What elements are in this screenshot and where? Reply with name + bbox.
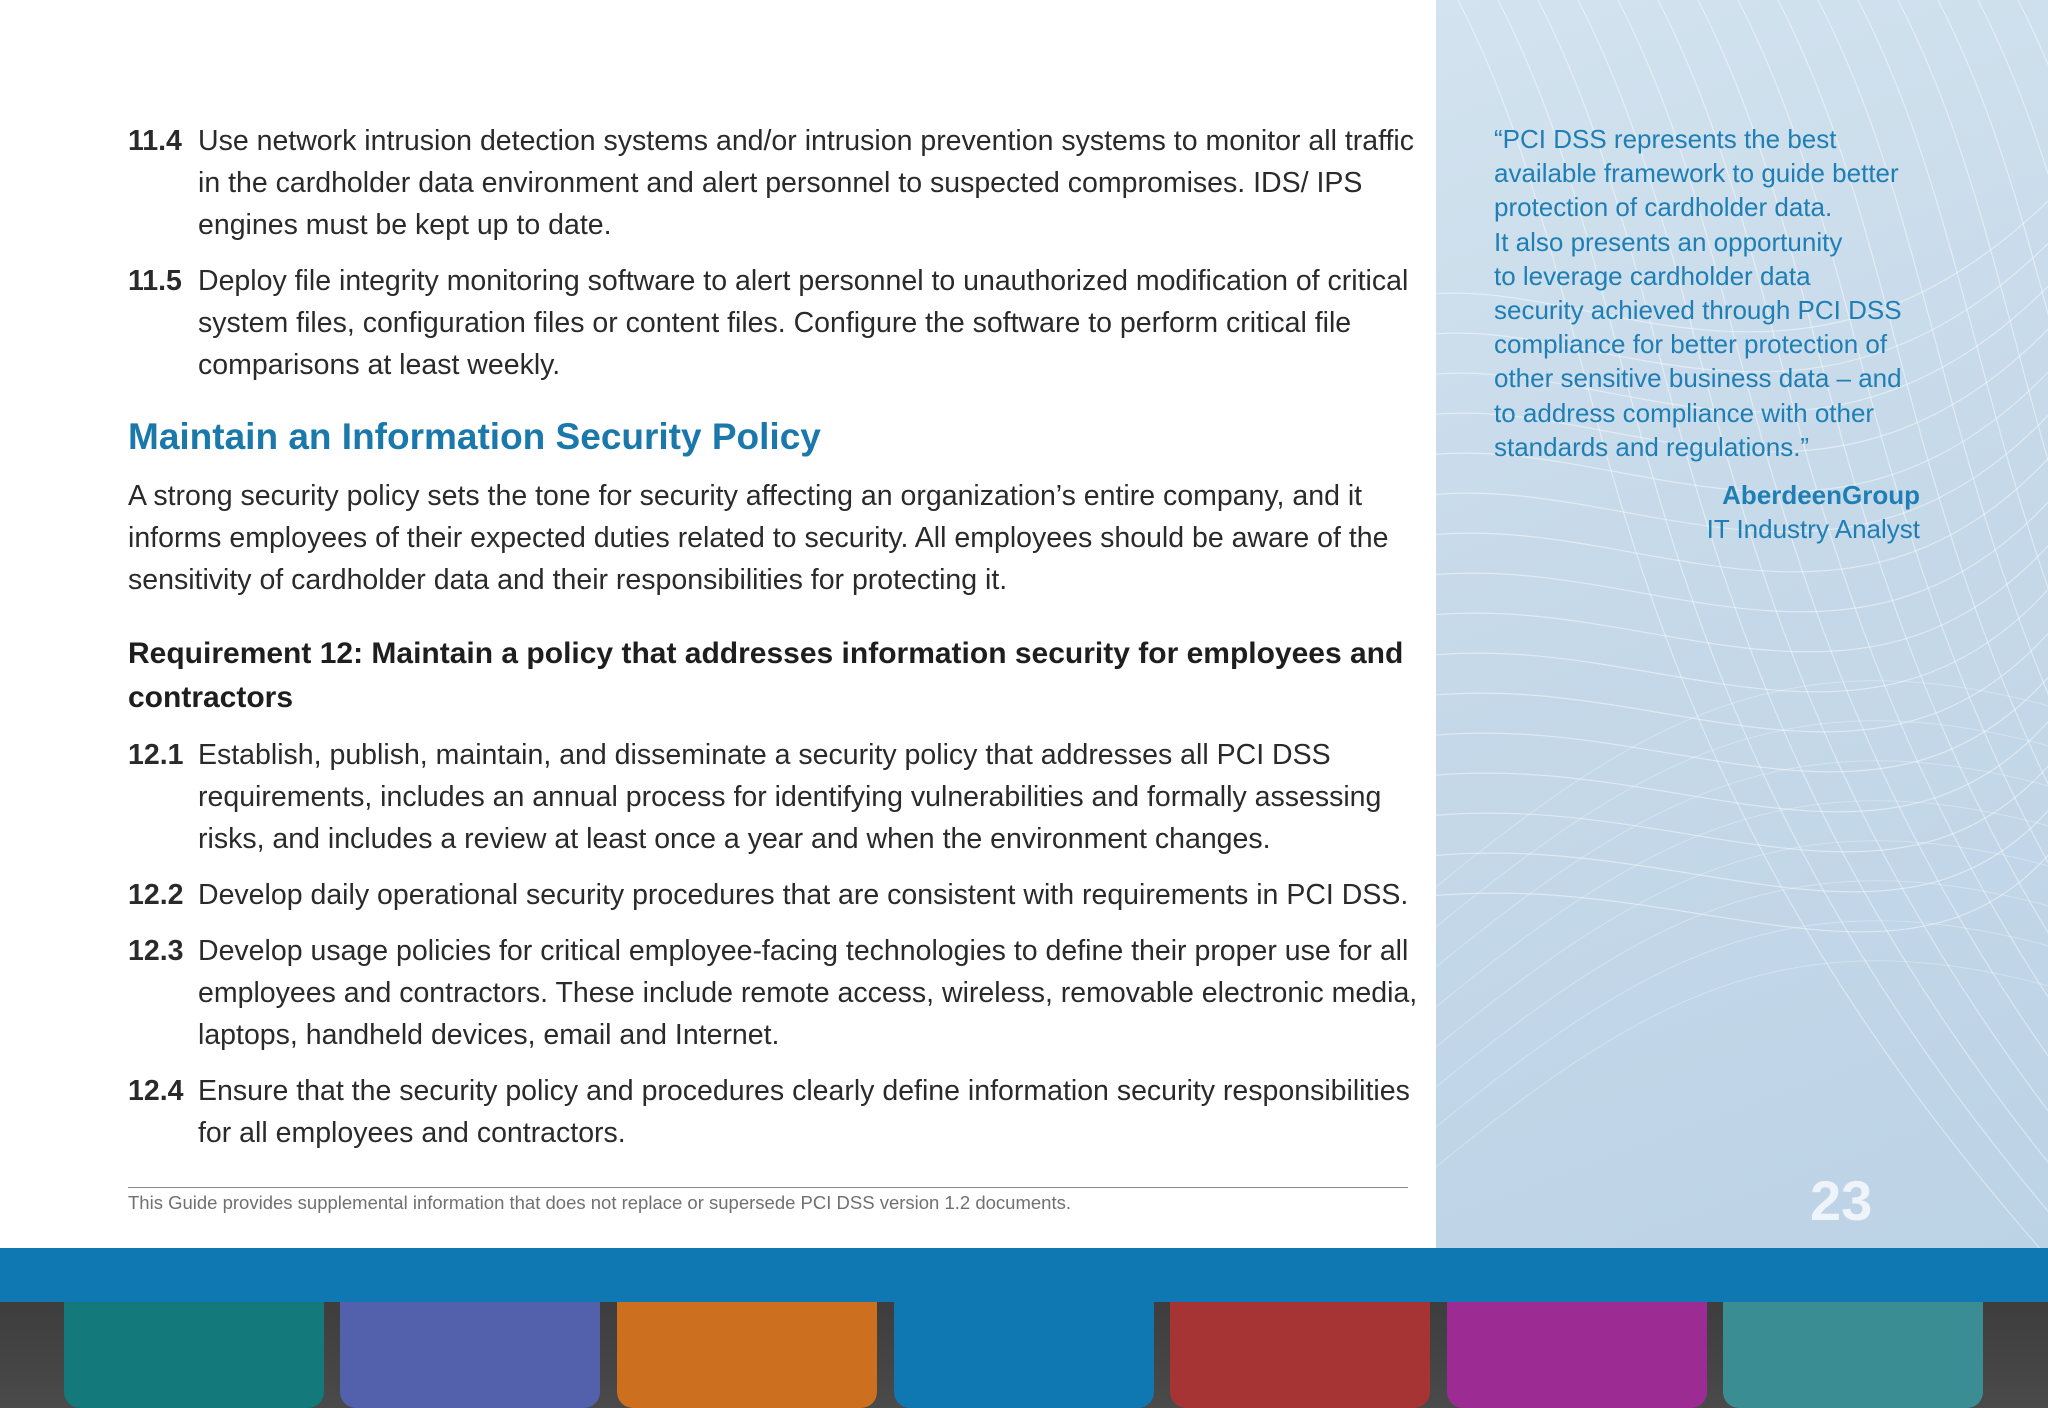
requirement-heading: Requirement 12: Maintain a policy that addresses information security for employees and contractors bbox=[128, 637, 1404, 714]
quote-attribution-org: AberdeenGroup bbox=[1722, 480, 1920, 510]
section-color-bar bbox=[0, 1248, 2048, 1302]
requirement-12-4 bbox=[128, 1070, 1418, 1154]
section-tabs bbox=[0, 1302, 2048, 1408]
requirement-number: 12.2 bbox=[128, 879, 184, 911]
requirement-text: Develop daily operational security procedures that are consistent with requirements in PCI DSS. bbox=[198, 879, 1409, 911]
requirement-12-1 bbox=[128, 734, 1418, 860]
requirement-12-2 bbox=[128, 874, 1418, 916]
requirement-text: Develop usage policies for critical employee-facing technologies to define their proper use for all employees and contractors. These include remote access, wireless, removable electronic media, laptops, handheld devices, email and Internet. bbox=[198, 935, 1418, 1051]
section-tab-5[interactable] bbox=[1170, 1302, 1430, 1408]
section-tab-4-active[interactable] bbox=[894, 1302, 1154, 1408]
section-tab-1[interactable] bbox=[64, 1302, 324, 1408]
requirement-number: 12.1 bbox=[128, 739, 184, 771]
analyst-quote: “PCI DSS represents the best available framework to guide better protection of cardholder data. It also presents an opportunity to leverage cardholder data security achieved through PCI DSS compliance for better protection of other sensitive business data – and to address compliance with other standards and regulations.” bbox=[1494, 124, 1902, 462]
section-tab-2[interactable] bbox=[340, 1302, 600, 1408]
section-tab-6[interactable] bbox=[1447, 1302, 1707, 1408]
footer-divider bbox=[128, 1187, 1408, 1188]
requirement-number: 12.4 bbox=[128, 1075, 184, 1107]
section-tab-7[interactable] bbox=[1723, 1302, 1983, 1408]
page-number: 23 bbox=[1810, 1169, 1873, 1232]
requirement-text: Use network intrusion detection systems and/or intrusion prevention systems to monitor all traffic in the cardholder data environment and alert personnel to suspected compromises. IDS/ IPS engines must be kept up to date. bbox=[198, 125, 1415, 241]
section-tab-3[interactable] bbox=[617, 1302, 877, 1408]
footer-note: This Guide provides supplemental information that does not replace or supersede PCI DSS version 1.2 documents. bbox=[128, 1192, 1071, 1213]
requirement-12-3 bbox=[128, 930, 1418, 1056]
section-heading: Maintain an Information Security Policy bbox=[128, 416, 821, 457]
requirement-text: Ensure that the security policy and procedures clearly define information security responsibilities for all employees and contractors. bbox=[198, 1075, 1410, 1149]
requirement-number: 11.5 bbox=[128, 265, 182, 297]
requirement-number: 11.4 bbox=[128, 125, 182, 157]
requirement-text: Establish, publish, maintain, and disseminate a security policy that addresses all PCI DSS requirements, includes an annual process for identifying vulnerabilities and formally assessing risks, and includes a review at least once a year and when the environment changes. bbox=[198, 739, 1382, 855]
quote-attribution-role: IT Industry Analyst bbox=[1706, 514, 1920, 544]
requirement-11-4 bbox=[128, 120, 1418, 246]
requirement-11-5 bbox=[128, 260, 1418, 386]
requirement-number: 12.3 bbox=[128, 935, 184, 967]
section-intro: A strong security policy sets the tone for security affecting an organization’s entire company, and it informs employees of their expected duties related to security. All employees should be aware of the sensitivity of cardholder data and their responsibilities for protecting it. bbox=[128, 480, 1389, 596]
requirement-text: Deploy file integrity monitoring software to alert personnel to unauthorized modification of critical system files, configuration files or content files. Configure the software to perform critical file comparisons at least weekly. bbox=[198, 265, 1409, 381]
